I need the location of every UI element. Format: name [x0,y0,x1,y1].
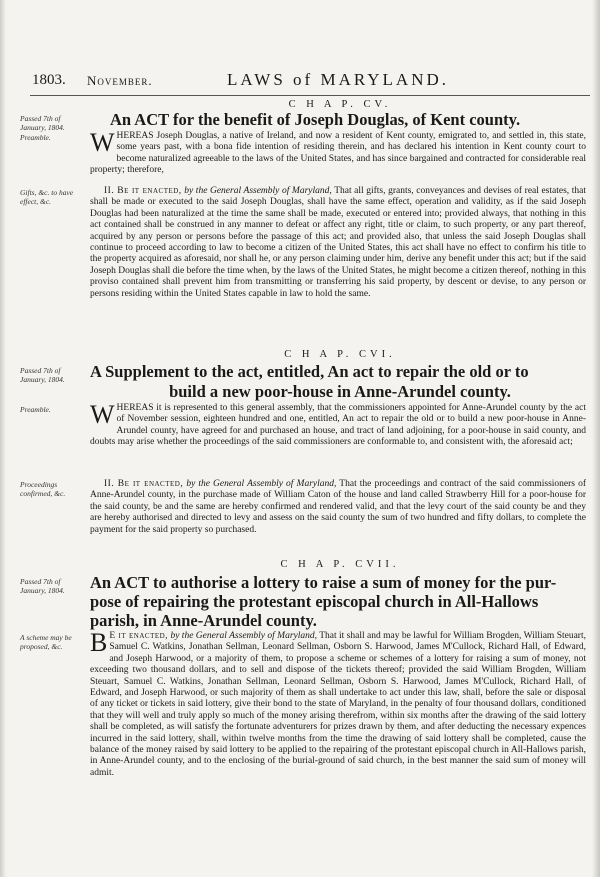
chap-106-heading: C H A P. CVI. [284,349,396,360]
chap-107-enact-lead: E it enacted, [109,631,169,641]
chap-107-dropcap: B [90,628,108,657]
chap-106-preamble-text: HEREAS it is represented to this general assembly, that the commissioners appointed for Anne-Arundel county by the act of November session, eighteen hundred and one, entitled, An act to repair the old or to build a new poor-house in Anne-Arundel county, have agreed for and purchased an house, and tract of land adjoining, for a poor-house in said county, and doubts may arise whether the proceedings of the said commissioners are conformable to, and consistent with, the aforesaid act; [90,403,586,448]
chap-107-title-line-1: An ACT to authorise a lottery to raise a sum of money for the pur- [90,573,557,592]
chap-107-enact-body: That it shall and may be lawful for William Brogden, William Steuart, Samuel C. Watkins, Jonathan Sellman, Leonard Sellman, Osborn S. Harwood, James M'Cullock, Richard Hall, of Edward, and Joseph Harwood, or a majority of them, to propose a scheme or schemes of a lottery for raising a sum of money, not exceeding two thousand dollars, and to sell and dispose of the tickets thereof; provided the said William Brogden, William Steuart, Samuel C. Watkins, Jonathan Sellman, Leonard Sellman, Osborn S. Harwood, James M'Cullock, Richard Hall, of Edward, and Joseph Harwood, or such majority of them as shall undertake to act under this law, shall, before the sale or disposal of any ticket or tickets in said lottery, give their bond to the state of Maryland, in the penalty of four thousand dollars, conditioned that they will well and truly apply so much of the money arising therefrom, within six months after the drawing of the said lottery shall be completed, as will satisfy the fortunate adventurers for prizes drawn by them, and after deducting the necessary expences incurred in the said lottery, shall, within twelve months from the time the drawing of said lottery shall be completed, cause the balance of the money raised by said lottery to be applied to the repairing of the protestant episcopal church in All-Hallows parish, in Anne-Arundel county, and to the enclosing of the burial-ground of said church, in the best manner the said sum of money will admit. [90,631,586,778]
chap-107-title-line-2: pose of repairing the protestant episcopal church in All-Hallows [90,592,539,611]
chap-105-enact-by: by the General Assembly of Maryland, [184,186,332,196]
chap-106-title-line-2: build a new poor-house in Anne-Arundel county. [169,382,511,401]
running-head-title: LAWS of MARYLAND. [227,70,449,89]
chap-106-margin-passed: Passed 7th of January, 1804. [20,366,65,384]
chap-107-enact-by: by the General Assembly of Maryland, [170,631,318,641]
running-head-month: November. [87,73,153,88]
chap-105-preamble-text: HEREAS Joseph Douglas, a native of Ireland, and now a resident of Kent county, emigrated to, and settled in, this state, some years past, with a bona fide intention of residing therein, and has declared his intention in Kent county court to become naturalized agreeable to the laws of the United States, and has since bargained and contracted for considerable real property; therefore, [90,131,586,176]
chap-106-dropcap: W [90,400,115,429]
chap-107-margin-scheme: A scheme may be proposed, &c. [20,633,72,651]
chap-105-preamble [90,128,586,177]
running-head [32,70,580,92]
chap-107-section-1 [90,628,586,779]
chap-107-title-line-3: parish, in Anne-Arundel county. [90,611,317,630]
chap-106-title-line-1: A Supplement to the act, entitled, An act to repair the old or to [90,362,529,381]
chap-106-section-2 [90,479,586,536]
header-rule [30,95,590,96]
chap-107-heading: C H A P. CVII. [280,559,400,570]
chap-106-margin-proceedings: Proceedings confirmed, &c. [20,480,66,498]
running-head-year: 1803. [32,72,66,88]
chap-106-enact-lead: II. Be it enacted, [104,479,184,489]
chap-106-enact-body: That the proceedings and contract of the said commissioners of Anne-Arundel county, in the purchase made of William Caton of the house and land called Strawberry Hill for a poor-house for the said county, be and the same are hereby confirmed and rendered valid, and that the levy court of the said county be and they are hereby authorised and directed to levy and assess on the said county the sum of two hundred and fifty dollars, to complete the payment for the said property so purchased. [90,479,586,535]
chap-105-title: An ACT for the benefit of Joseph Douglas, of Kent county. [110,110,521,129]
page-edge-shadow-right [592,0,600,877]
chap-105-enact-body: That all gifts, grants, conveyances and devises of real estates, that shall be made or executed to the said Joseph Douglas, shall have the same effect, operation and validity, as if the said Joseph Douglas had been naturalized at the time the same shall be made, executed or entered into; provided always, that nothing in this act contained shall be construed in any manner to defeat or affect any right, title or claim, to such property, or any part thereof, acquired by any person or persons before the passage of this act; and provided also, that unless the said Joseph Douglas shall continue to proceed according to law to become a citizen of the United States, this act shall have no effect to confirm his title to the property acquired as aforesaid, nor shall he, or any person claiming under him, derive any benefit under this act; but if the said Joseph Douglas shall die before the time when, by the laws of the United States, he might become a citizen thereof, nothing in this proviso contained shall prevent him from transmitting or transferring his said property, by descent or devise, to any person or persons residing within the United States capable in law to hold the same. [90,186,586,299]
chap-107-margin-passed: Passed 7th of January, 1804. [20,577,65,595]
chap-106-preamble [90,400,586,449]
chap-105-heading: C H A P. CV. [288,99,392,110]
chap-105-enact-lead: II. Be it enacted, [104,186,182,196]
chap-106-margin-preamble: Preamble. [20,405,51,414]
chap-105-margin-preamble: Preamble. [20,133,51,142]
chap-105-dropcap: W [90,128,115,157]
chap-105-margin-gifts: Gifts, &c. to have effect, &c. [20,188,74,206]
chap-106-enact-by: by the General Assembly of Maryland, [186,479,337,489]
chap-105-margin-passed: Passed 7th of January, 1804. [20,114,65,132]
chap-105-section-2 [90,186,586,300]
page-edge-shadow-left [0,0,6,877]
